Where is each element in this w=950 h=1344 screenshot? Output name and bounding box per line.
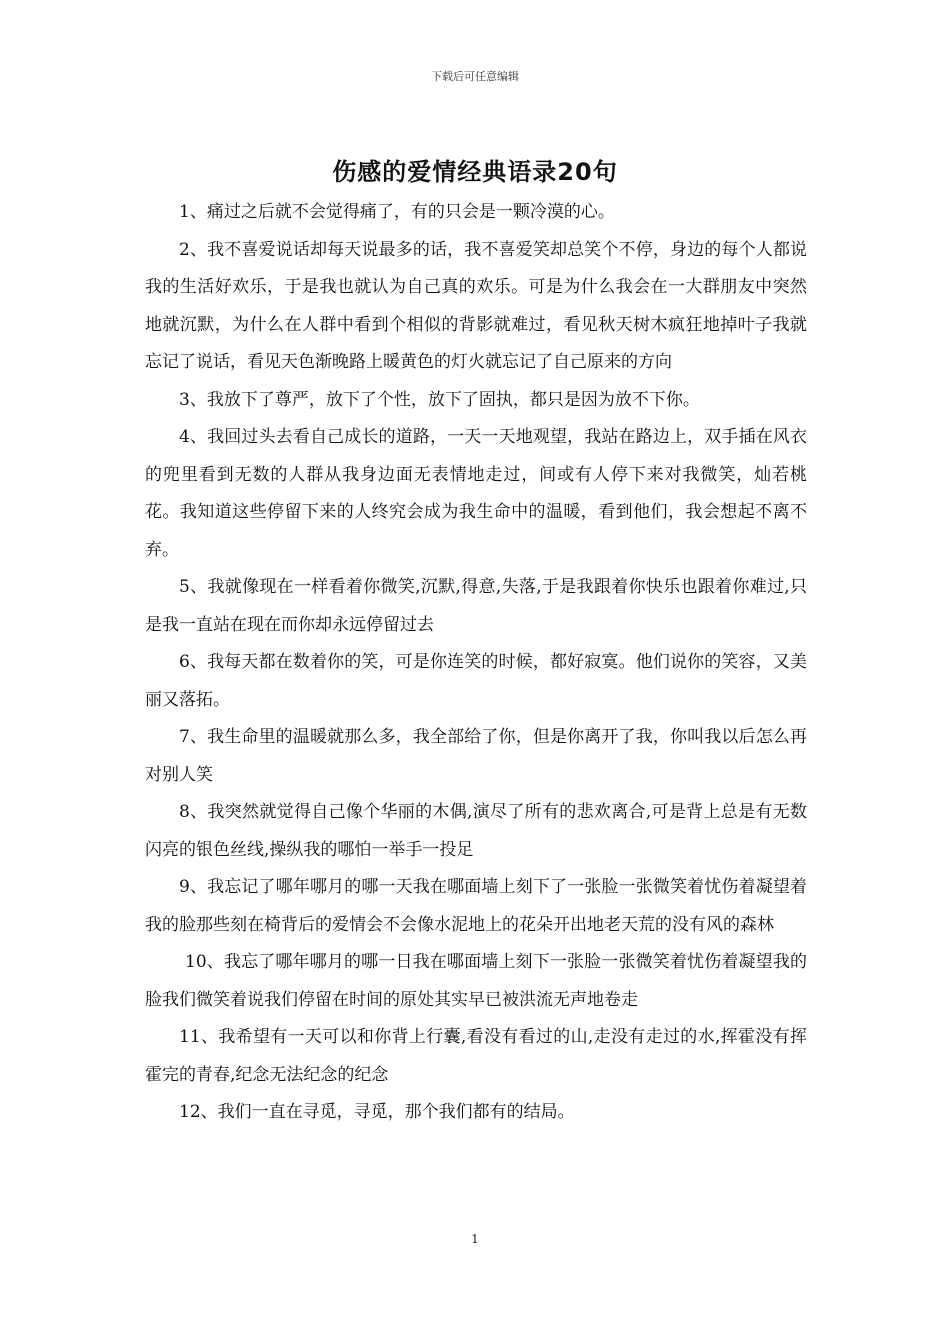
- header-note: 下载后可任意编辑: [431, 70, 519, 83]
- quote-paragraph-1: 1、痛过之后就不会觉得痛了，有的只会是一颗冷漠的心。: [179, 202, 615, 222]
- quote-paragraph-4: 4、我回过头去看自己成长的道路，一天一天地观望，我站在路边上，双手插在风衣的兜里看到无数的人群从我身边面无表情地走过，间或有人停下来对我微笑，灿若桃花。我知道这些停留下来的人终究会成为我生命中的温暖，看到他们，我会想起不离不弃。: [145, 427, 807, 560]
- quote-paragraph-2: 2、我不喜爱说话却每天说最多的话，我不喜爱笑却总笑个不停，身边的每个人都说我的生活好欢乐，于是我也就认为自己真的欢乐。可是为什么我会在一大群朋友中突然地就沉默，为什么在人群中看到个相似的背影就难过，看见秋天树木疯狂地掉叶子我就忘记了说话，看见天色渐晚路上暖黄色的灯火就忘记了自己原来的方向: [145, 239, 807, 372]
- quote-paragraph-12: 12、我们一直在寻觅，寻觅，那个我们都有的结局。: [179, 1102, 575, 1122]
- page-number: 1: [471, 1232, 479, 1246]
- quote-paragraph-8: 8、我突然就觉得自己像个华丽的木偶,演尽了所有的悲欢离合,可是背上总是有无数闪亮的银色丝线,操纵我的哪怕一举手一投足: [145, 802, 807, 860]
- quote-paragraph-7: 7、我生命里的温暖就那么多，我全部给了你，但是你离开了我，你叫我以后怎么再对别人笑: [145, 727, 807, 785]
- quote-paragraph-6: 6、我每天都在数着你的笑，可是你连笑的时候，都好寂寞。他们说你的笑容，又美丽又落拓。: [145, 652, 807, 710]
- document-body: [145, 194, 807, 1132]
- quote-paragraph-3: 3、我放下了尊严，放下了个性，放下了固执，都只是因为放不下你。: [179, 389, 700, 410]
- document-title: 伤感的爱情经典语录20句: [332, 158, 618, 186]
- quote-paragraph-9: 9、我忘记了哪年哪月的哪一天我在哪面墙上刻下了一张脸一张微笑着忧伤着凝望着我的脸那些刻在椅背后的爱情会不会像水泥地上的花朵开出地老天荒的没有风的森林: [145, 877, 807, 935]
- quote-paragraph-10: 10、我忘了哪年哪月的哪一日我在哪面墙上刻下一张脸一张微笑着忧伤着凝望我的脸我们微笑着说我们停留在时间的原处其实早已被洪流无声地卷走: [145, 952, 807, 1010]
- quote-paragraph-11: 11、我希望有一天可以和你背上行囊,看没有看过的山,走没有走过的水,挥霍没有挥霍完的青春,纪念无法纪念的纪念: [145, 1027, 807, 1085]
- quote-paragraph-5: 5、我就像现在一样看着你微笑,沉默,得意,失落,于是我跟着你快乐也跟着你难过,只是我一直站在现在而你却永远停留过去: [145, 577, 807, 635]
